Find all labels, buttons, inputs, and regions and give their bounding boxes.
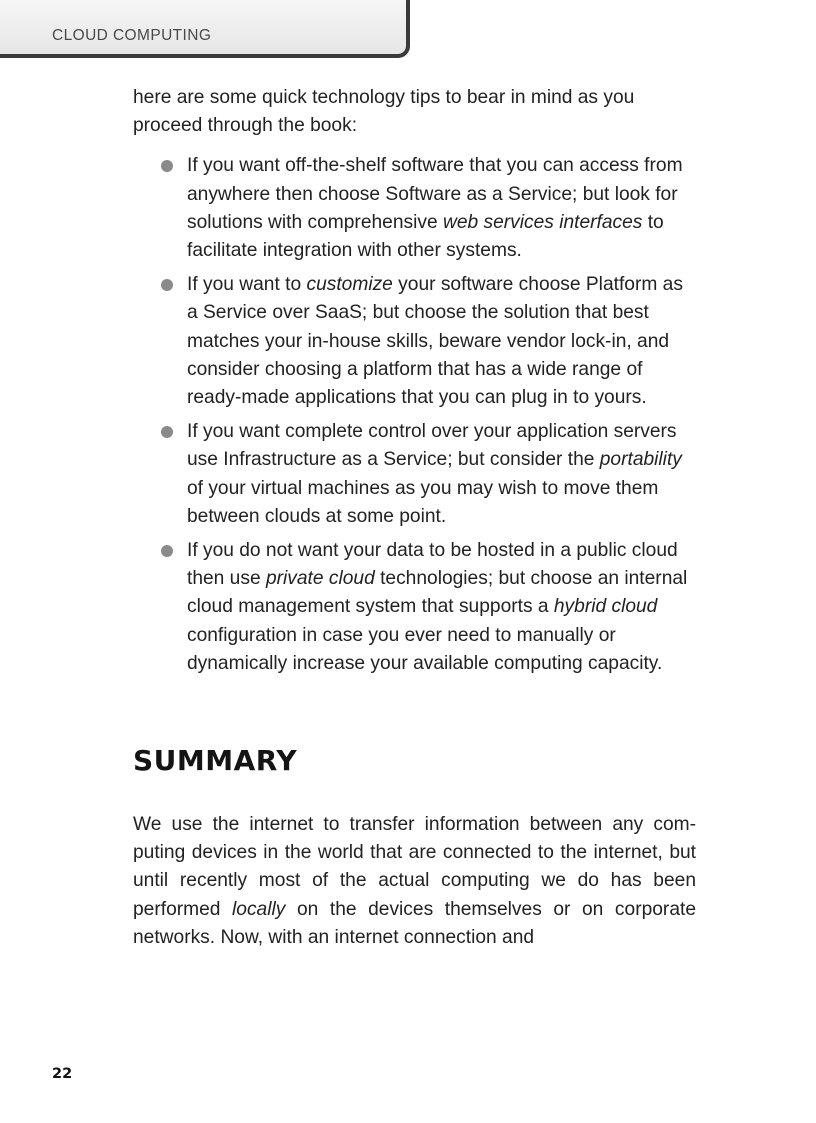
running-header-title: CLOUD COMPUTING [52,27,212,44]
tip-emphasis: web services interfaces [442,211,643,233]
intro-paragraph: here are some quick technology tips to bear in mind as you proceed through the book: [133,87,635,137]
tip-text: of your virtual machines as you may wish to move them between clouds at some point. [187,477,659,527]
tip-emphasis: private cloud [265,568,375,590]
tip-text: to facilitate integration with other systems. [187,211,664,262]
summary-text: We use the internet to transfer information between any com-puting devices in the world that are connected to the internet, but until recently most of the actual computing we do has been performed [133,814,696,920]
summary-emphasis: locally [232,898,286,920]
tip-item [187,271,696,412]
page-number: 22 [52,1066,73,1082]
summary-paragraph [133,811,696,952]
bullet-icon [161,160,173,172]
tips-list [133,152,696,678]
tip-text: configuration in case you ever need to manually or dynamically increase your available computing capacity. [187,624,663,674]
summary-heading: SUMMARY [133,744,298,778]
tip-text: If you want off-the-shelf software that you can access from anywhere then choose Software as a Service; but look for solutions with comprehensive [187,155,683,233]
tip-emphasis: portability [599,449,682,471]
running-header [0,0,410,58]
tip-text: If you want to [187,274,307,296]
bullet-icon [161,279,173,291]
bullet-icon [161,545,173,557]
tip-item [187,537,696,678]
tip-text: If you want complete control over your application servers use Infrastructure as a Service; but consider the [187,421,677,471]
bullet-icon [161,426,173,438]
summary-text: on the devices themselves or on corporate networks. Now, with an internet connection and [133,898,696,948]
tip-emphasis: hybrid cloud [553,596,658,618]
tip-item [187,418,696,531]
tip-text: your software choose Platform as a Service over SaaS; but choose the solution that best matches your in-house skills, beware vendor lock-in, and consider choosing a platform that has a wide range of ready-made applications that you can plug in to yours. [187,274,683,409]
tip-item [187,152,696,265]
tip-text: technologies; but choose an internal cloud management system that supports a [187,568,688,618]
tip-text: If you do not want your data to be hosted in a public cloud then use [187,540,678,590]
page-content [133,84,696,952]
tip-emphasis: customize [306,274,393,296]
